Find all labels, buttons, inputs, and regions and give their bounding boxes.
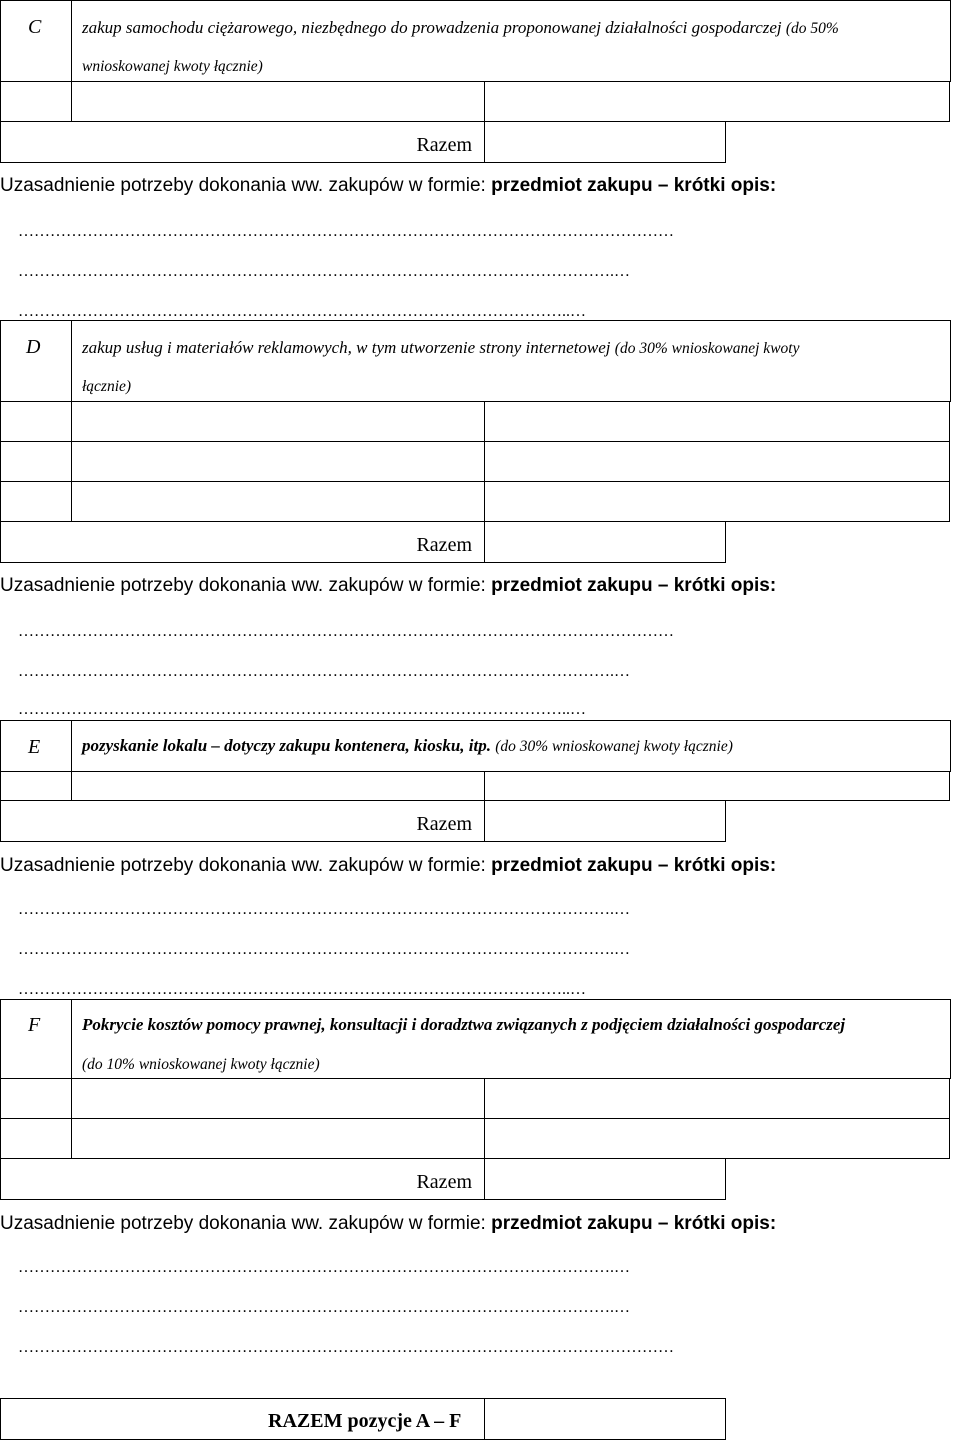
section-d-note-1: (do 30% wnioskowanej kwoty	[614, 340, 800, 357]
section-f-title-text: Pokrycie kosztów pomocy prawnej, konsultacji i doradztwa związanych z podjęciem działalności gospodarczej	[82, 1015, 846, 1034]
section-e-title	[82, 726, 733, 767]
section-e-row-1-label	[0, 771, 72, 801]
section-f-dots-2[interactable]: ………………………………………………………………………………………………….…	[18, 1299, 630, 1316]
section-c-title	[82, 8, 839, 49]
final-total-amount[interactable]	[484, 1398, 726, 1440]
section-e-razem-label: Razem	[416, 813, 472, 835]
section-d-uzasadnienie	[0, 575, 776, 597]
section-c-dots-1[interactable]: ……………………………………………………………………………………………………………	[18, 223, 674, 240]
section-f-row-1-label	[0, 1078, 72, 1119]
section-d-divider	[71, 320, 72, 402]
section-f-uzasadnienie	[0, 1213, 776, 1235]
section-d-row-1-amount[interactable]	[484, 401, 950, 442]
section-d-title-text: zakup usług i materiałów reklamowych, w tym utworzenie strony internetowej	[82, 338, 611, 357]
section-f-title	[82, 1005, 845, 1045]
section-d-uzasadnienie-prefix: Uzasadnienie potrzeby dokonania ww. zakupów w formie:	[0, 575, 492, 596]
section-d-dots-2[interactable]: ………………………………………………………………………………………………….…	[18, 663, 630, 680]
section-d-uzasadnienie-bold: przedmiot zakupu – krótki opis:	[491, 575, 777, 596]
final-total-label: RAZEM pozycje A – F	[268, 1410, 462, 1432]
section-e-uzasadnienie	[0, 855, 776, 877]
section-c-letter: C	[28, 16, 42, 38]
section-e-row-1-amount[interactable]	[484, 771, 950, 801]
section-e-letter: E	[28, 736, 41, 758]
section-d-razem-label: Razem	[416, 534, 472, 556]
section-e-uzasadnienie-bold: przedmiot zakupu – krótki opis:	[491, 855, 777, 876]
section-d-letter: D	[26, 336, 41, 358]
section-c-dots-3[interactable]: …………………………………………………………………………………………..…	[18, 303, 586, 320]
section-c-title-text: zakup samochodu ciężarowego, niezbędnego do prowadzenia proponowanej działalności gospodarczej	[82, 18, 782, 37]
section-d-row-3-field[interactable]	[71, 481, 485, 522]
section-f-row-2-field[interactable]	[71, 1118, 485, 1159]
section-c-razem-amount[interactable]	[484, 121, 726, 163]
section-f-razem-label: Razem	[416, 1171, 472, 1193]
section-f-note-2: (do 10% wnioskowanej kwoty łącznie)	[82, 1056, 320, 1073]
section-d-row-1-label	[0, 401, 72, 442]
section-d-row-3-label	[0, 481, 72, 522]
section-d-dots-3[interactable]: …………………………………………………………………………………………..…	[18, 701, 586, 718]
section-c-uzasadnienie	[0, 175, 776, 197]
section-c-note-1: (do 50%	[785, 20, 839, 37]
section-c-uzasadnienie-bold: przedmiot zakupu – krótki opis:	[491, 175, 777, 196]
section-f-letter: F	[28, 1014, 41, 1036]
section-f-razem-amount[interactable]	[484, 1158, 726, 1200]
section-c-row-1-label	[0, 81, 72, 122]
section-e-dots-3[interactable]: …………………………………………………………………………………………..…	[18, 981, 586, 998]
section-d-row-2-label	[0, 441, 72, 482]
section-e-row-1-field[interactable]	[71, 771, 485, 801]
section-f-row-1-field[interactable]	[71, 1078, 485, 1119]
section-d-title	[82, 328, 799, 369]
section-f-uzasadnienie-bold: przedmiot zakupu – krótki opis:	[491, 1213, 777, 1234]
section-d-dots-1[interactable]: ……………………………………………………………………………………………………………	[18, 623, 674, 640]
section-c-row-1-field[interactable]	[71, 81, 485, 122]
section-c-row-1-amount[interactable]	[484, 81, 950, 122]
section-e-note-1: (do 30% wnioskowanej kwoty łącznie)	[495, 738, 733, 755]
section-c-dots-2[interactable]: ………………………………………………………………………………………………….…	[18, 263, 630, 280]
section-f-dots-3[interactable]: ……………………………………………………………………………………………………………	[18, 1339, 674, 1356]
section-c-uzasadnienie-prefix: Uzasadnienie potrzeby dokonania ww. zakupów w formie:	[0, 175, 492, 196]
section-f-row-2-amount[interactable]	[484, 1118, 950, 1159]
section-e-uzasadnienie-prefix: Uzasadnienie potrzeby dokonania ww. zakupów w formie:	[0, 855, 492, 876]
section-d-row-1-field[interactable]	[71, 401, 485, 442]
section-e-dots-1[interactable]: ………………………………………………………………………………………………….…	[18, 901, 630, 918]
section-d-note-2: łącznie)	[82, 378, 132, 395]
section-c-razem-label: Razem	[416, 134, 472, 156]
section-f-row-1-amount[interactable]	[484, 1078, 950, 1119]
section-d-razem-amount[interactable]	[484, 521, 726, 563]
section-d-row-2-amount[interactable]	[484, 441, 950, 482]
section-f-uzasadnienie-prefix: Uzasadnienie potrzeby dokonania ww. zakupów w formie:	[0, 1213, 492, 1234]
section-c-note-2: wnioskowanej kwoty łącznie)	[82, 58, 263, 75]
section-c-divider	[71, 0, 72, 82]
section-e-razem-amount[interactable]	[484, 800, 726, 842]
section-e-divider	[71, 720, 72, 772]
section-e-title-text: pozyskanie lokalu – dotyczy zakupu kontenera, kiosku, itp.	[82, 736, 491, 755]
section-d-row-2-field[interactable]	[71, 441, 485, 482]
section-d-row-3-amount[interactable]	[484, 481, 950, 522]
section-f-dots-1[interactable]: ………………………………………………………………………………………………….…	[18, 1259, 630, 1276]
section-f-divider	[71, 999, 72, 1079]
section-f-row-2-label	[0, 1118, 72, 1159]
section-e-dots-2[interactable]: ………………………………………………………………………………………………….…	[18, 941, 630, 958]
